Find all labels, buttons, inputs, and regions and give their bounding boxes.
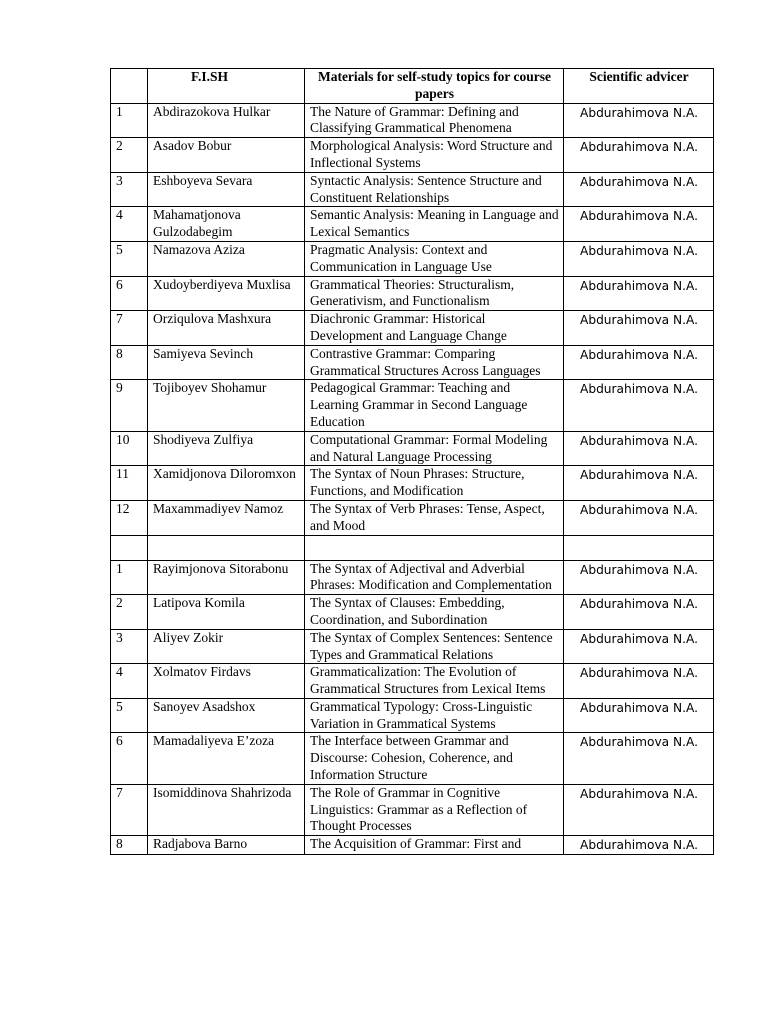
table-row [111,560,714,595]
row-number [111,535,148,560]
row-number: 3 [111,629,148,664]
student-name: Xamidjonova Diloromxon [148,466,305,501]
row-number: 11 [111,466,148,501]
student-name: Isomiddinova Shahrizoda [148,784,305,835]
row-number: 1 [111,560,148,595]
row-number: 5 [111,241,148,276]
table-row [111,345,714,380]
table-row [111,207,714,242]
topic-title: Computational Grammar: Formal Modeling and Natural Language Processing [305,431,564,466]
student-name: Tojiboyev Shohamur [148,380,305,431]
advisor-name: Abdurahimova N.A. [564,784,714,835]
table-row [111,595,714,630]
topic-title: Contrastive Grammar: Comparing Grammatical Structures Across Languages [305,345,564,380]
table-row [111,103,714,138]
topic-title: Semantic Analysis: Meaning in Language and Lexical Semantics [305,207,564,242]
student-name: Radjabova Barno [148,836,305,855]
table-row [111,500,714,535]
topic-title: Grammatical Typology: Cross-Linguistic Variation in Grammatical Systems [305,698,564,733]
advisor-name: Abdurahimova N.A. [564,276,714,311]
topic-title: Pragmatic Analysis: Context and Communication in Language Use [305,241,564,276]
row-number: 12 [111,500,148,535]
table-row [111,172,714,207]
header-topic: Materials for self-study topics for course papers [305,69,564,104]
header-name: F.I.SH [148,69,305,104]
student-name: Maxammadiyev Namoz [148,500,305,535]
table-row [111,276,714,311]
advisor-name: Abdurahimova N.A. [564,345,714,380]
student-name: Xudoyberdiyeva Muxlisa [148,276,305,311]
topic-title: The Syntax of Noun Phrases: Structure, Functions, and Modification [305,466,564,501]
row-number: 6 [111,276,148,311]
advisor-name: Abdurahimova N.A. [564,733,714,784]
topic-title [305,535,564,560]
table-row [111,311,714,346]
topic-title: The Nature of Grammar: Defining and Classifying Grammatical Phenomena [305,103,564,138]
header-advisor: Scientific advicer [564,69,714,104]
row-number: 7 [111,311,148,346]
topic-title: The Role of Grammar in Cognitive Linguistics: Grammar as a Reflection of Thought Processes [305,784,564,835]
row-number: 2 [111,138,148,173]
row-number: 1 [111,103,148,138]
table-row [111,836,714,855]
advisor-name: Abdurahimova N.A. [564,698,714,733]
advisor-name: Abdurahimova N.A. [564,664,714,699]
table-row [111,380,714,431]
topic-title: The Syntax of Verb Phrases: Tense, Aspect, and Mood [305,500,564,535]
row-number: 2 [111,595,148,630]
row-number: 3 [111,172,148,207]
row-number: 8 [111,345,148,380]
table-row [111,431,714,466]
topic-title: The Acquisition of Grammar: First and [305,836,564,855]
student-name: Shodiyeva Zulfiya [148,431,305,466]
table-row [111,466,714,501]
table-row [111,698,714,733]
topic-title: The Syntax of Complex Sentences: Sentence Types and Grammatical Relations [305,629,564,664]
advisor-name: Abdurahimova N.A. [564,138,714,173]
row-number: 10 [111,431,148,466]
topic-title: The Syntax of Adjectival and Adverbial Phrases: Modification and Complementation [305,560,564,595]
advisor-name: Abdurahimova N.A. [564,311,714,346]
advisor-name: Abdurahimova N.A. [564,629,714,664]
advisor-name [564,535,714,560]
advisor-name: Abdurahimova N.A. [564,466,714,501]
row-number: 6 [111,733,148,784]
student-name: Namazova Aziza [148,241,305,276]
topic-title: The Interface between Grammar and Discourse: Cohesion, Coherence, and Information Structure [305,733,564,784]
student-name: Samiyeva Sevinch [148,345,305,380]
topic-title: Pedagogical Grammar: Teaching and Learning Grammar in Second Language Education [305,380,564,431]
table-row [111,733,714,784]
advisor-name: Abdurahimova N.A. [564,500,714,535]
advisor-name: Abdurahimova N.A. [564,431,714,466]
table-row [111,241,714,276]
table-row [111,629,714,664]
table-row [111,784,714,835]
advisor-name: Abdurahimova N.A. [564,380,714,431]
row-number: 8 [111,836,148,855]
advisor-name: Abdurahimova N.A. [564,595,714,630]
table-row [111,138,714,173]
row-number: 4 [111,664,148,699]
topic-title: Syntactic Analysis: Sentence Structure and Constituent Relationships [305,172,564,207]
table-header-row [111,69,714,104]
row-number: 5 [111,698,148,733]
table-row [111,664,714,699]
topic-title: The Syntax of Clauses: Embedding, Coordination, and Subordination [305,595,564,630]
row-number: 4 [111,207,148,242]
advisor-name: Abdurahimova N.A. [564,207,714,242]
row-number: 9 [111,380,148,431]
topic-title: Diachronic Grammar: Historical Development and Language Change [305,311,564,346]
student-name: Sanoyev Asadshox [148,698,305,733]
student-name: Mamadaliyeva E’zoza [148,733,305,784]
student-name: Xolmatov Firdavs [148,664,305,699]
advisor-name: Abdurahimova N.A. [564,172,714,207]
student-name: Latipova Komila [148,595,305,630]
student-name: Asadov Bobur [148,138,305,173]
student-name: Aliyev Zokir [148,629,305,664]
student-name: Orziqulova Mashxura [148,311,305,346]
topic-title: Grammaticalization: The Evolution of Grammatical Structures from Lexical Items [305,664,564,699]
course-papers-table [110,68,714,855]
student-name: Mahamatjonova Gulzodabegim [148,207,305,242]
table-row-empty [111,535,714,560]
advisor-name: Abdurahimova N.A. [564,836,714,855]
student-name: Eshboyeva Sevara [148,172,305,207]
student-name: Rayimjonova Sitorabonu [148,560,305,595]
advisor-name: Abdurahimova N.A. [564,560,714,595]
student-name: Abdirazokova Hulkar [148,103,305,138]
topic-title: Morphological Analysis: Word Structure and Inflectional Systems [305,138,564,173]
advisor-name: Abdurahimova N.A. [564,241,714,276]
student-name [148,535,305,560]
header-number [111,69,148,104]
row-number: 7 [111,784,148,835]
topic-title: Grammatical Theories: Structuralism, Generativism, and Functionalism [305,276,564,311]
advisor-name: Abdurahimova N.A. [564,103,714,138]
